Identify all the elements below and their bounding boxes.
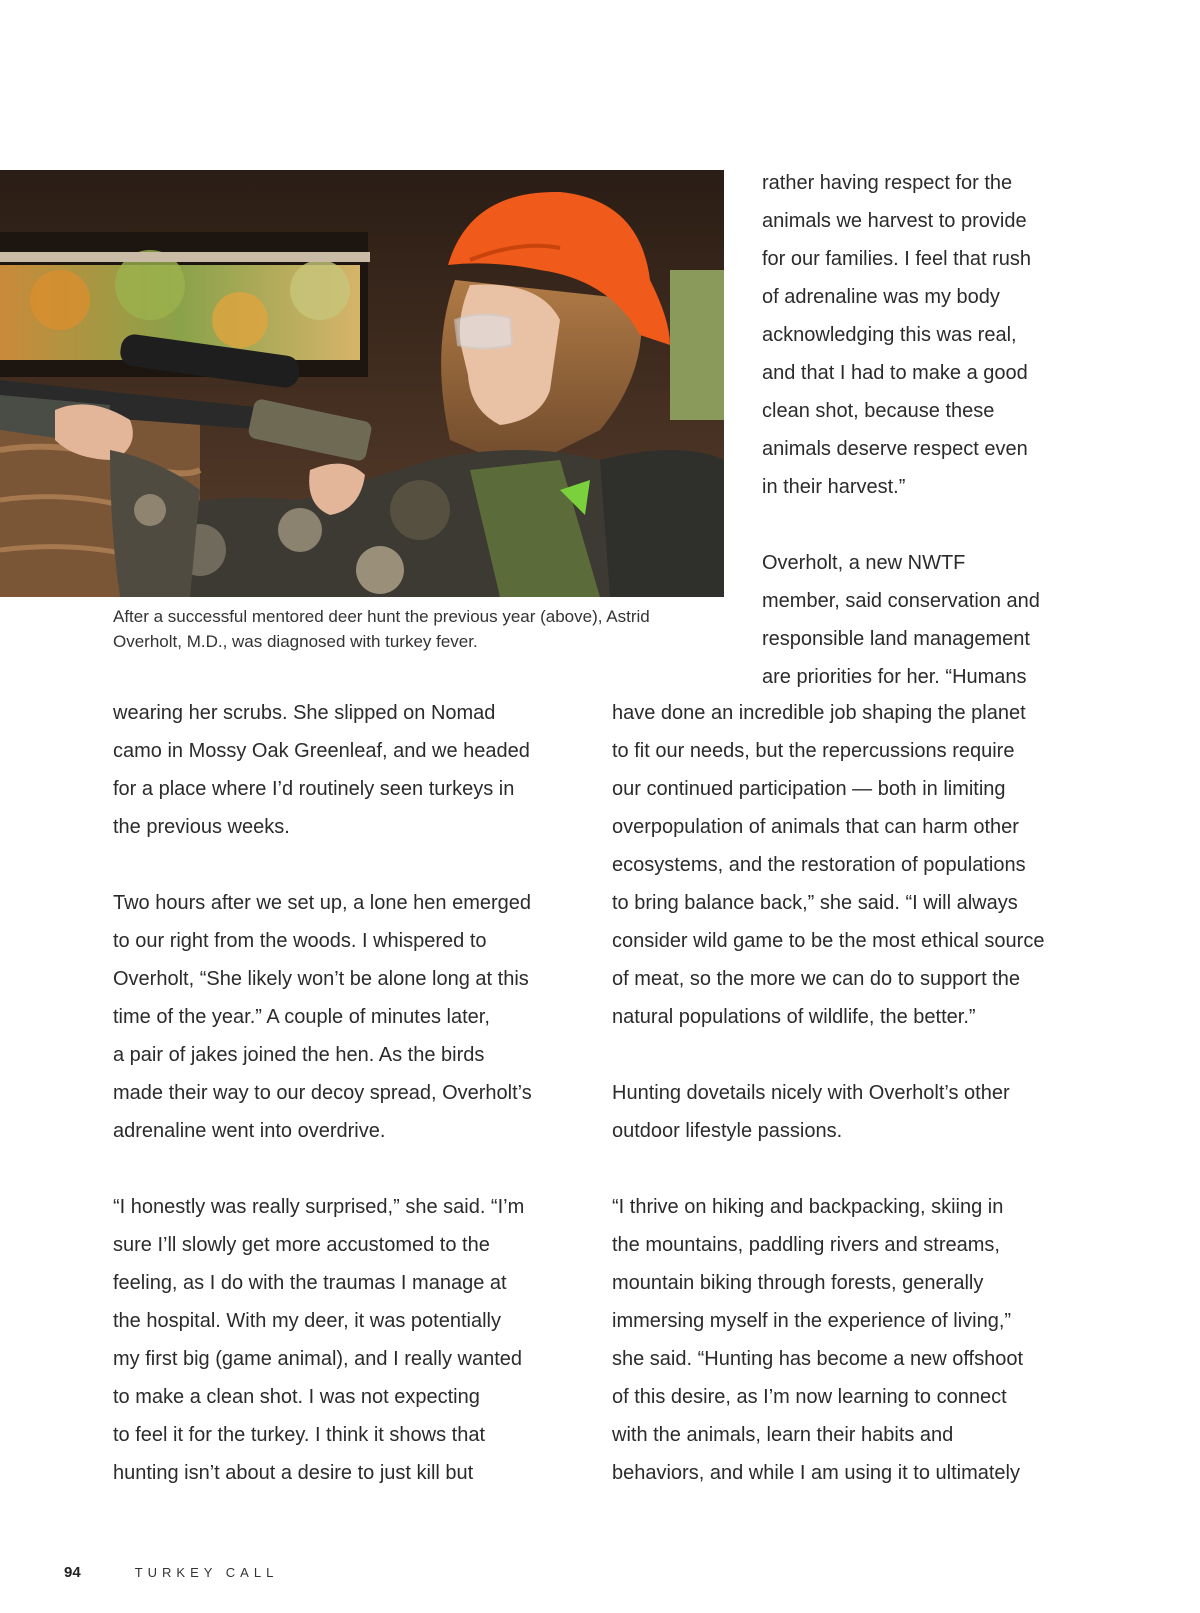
text-line: adrenaline went into overdrive.	[113, 1120, 386, 1142]
text-line: immersing myself in the experience of living,”	[612, 1310, 1012, 1332]
text-line: animals we harvest to provide	[762, 210, 1027, 232]
text-line: behaviors, and while I am using it to ultimately	[612, 1462, 1020, 1484]
text-line: to our right from the woods. I whispered to	[113, 930, 487, 952]
text-line: the hospital. With my deer, it was potentially	[113, 1310, 501, 1332]
text-line: to fit our needs, but the repercussions require	[612, 740, 1015, 762]
paragraph	[612, 694, 1044, 1492]
text-line: responsible land management	[762, 628, 1030, 650]
text-line: of meat, so the more we can do to support the	[612, 968, 1021, 990]
text-line: consider wild game to be the most ethical source	[612, 930, 1045, 952]
text-line: have done an incredible job shaping the planet	[612, 702, 1026, 724]
text-line: acknowledging this was real,	[762, 324, 1017, 346]
text-line: of this desire, as I’m now learning to connect	[612, 1386, 1007, 1408]
top-right-column	[762, 164, 1040, 696]
photo-caption	[113, 604, 713, 654]
text-line: mountain biking through forests, generally	[612, 1272, 984, 1294]
paragraph	[113, 694, 532, 1492]
caption-line: Overholt, M.D., was diagnosed with turkey fever.	[113, 632, 478, 651]
text-line: Two hours after we set up, a lone hen emerged	[113, 892, 532, 914]
text-line: to feel it for the turkey. I think it shows that	[113, 1424, 486, 1446]
text-line: of adrenaline was my body	[762, 286, 1000, 308]
page-number: 94	[64, 1564, 81, 1581]
hunter-photo	[0, 170, 724, 597]
text-line: our continued participation — both in limiting	[612, 778, 1006, 800]
text-line: member, said conservation and	[762, 590, 1040, 612]
text-line: with the animals, learn their habits and	[612, 1424, 954, 1446]
text-line: camo in Mossy Oak Greenleaf, and we headed	[113, 740, 530, 762]
text-line: clean shot, because these	[762, 400, 995, 422]
text-line: a pair of jakes joined the hen. As the birds	[113, 1044, 485, 1066]
text-line: the mountains, paddling rivers and streams,	[612, 1234, 1000, 1256]
text-line: for our families. I feel that rush	[762, 248, 1032, 270]
text-line: hunting isn’t about a desire to just kill but	[113, 1462, 474, 1484]
left-column	[113, 694, 532, 1492]
text-line: time of the year.” A couple of minutes later,	[113, 1006, 490, 1028]
page-footer	[64, 1564, 278, 1581]
text-line: overpopulation of animals that can harm other	[612, 816, 1019, 838]
text-line: the previous weeks.	[113, 816, 290, 838]
text-line: for a place where I’d routinely seen turkeys in	[113, 778, 515, 800]
text-line: are priorities for her. “Humans	[762, 666, 1027, 688]
text-line: to make a clean shot. I was not expecting	[113, 1386, 480, 1408]
text-line: Overholt, a new NWTF	[762, 552, 966, 574]
text-line: to bring balance back,” she said. “I will always	[612, 892, 1018, 914]
paragraph	[762, 164, 1040, 696]
text-line: “I thrive on hiking and backpacking, skiing in	[612, 1196, 1004, 1218]
text-line: feeling, as I do with the traumas I manage at	[113, 1272, 507, 1294]
text-line: rather having respect for the	[762, 172, 1013, 194]
text-line: and that I had to make a good	[762, 362, 1028, 384]
text-line: in their harvest.”	[762, 476, 906, 498]
text-line: made their way to our decoy spread, Overholt’s	[113, 1082, 532, 1104]
text-line: Overholt, “She likely won’t be alone long at this	[113, 968, 529, 990]
text-line: wearing her scrubs. She slipped on Nomad	[113, 702, 496, 724]
text-line: my first big (game animal), and I really wanted	[113, 1348, 523, 1370]
magazine-name: TURKEY CALL	[134, 1565, 279, 1580]
text-line: outdoor lifestyle passions.	[612, 1120, 843, 1142]
text-line: she said. “Hunting has become a new offshoot	[612, 1348, 1023, 1370]
text-line: animals deserve respect even	[762, 438, 1028, 460]
text-line: natural populations of wildlife, the better.”	[612, 1006, 976, 1028]
text-line: Hunting dovetails nicely with Overholt’s other	[612, 1082, 1010, 1104]
text-line: sure I’ll slowly get more accustomed to the	[113, 1234, 490, 1256]
text-line: “I honestly was really surprised,” she said. “I’m	[113, 1196, 525, 1218]
right-column	[612, 694, 1044, 1492]
text-line: ecosystems, and the restoration of populations	[612, 854, 1026, 876]
caption-line: After a successful mentored deer hunt the previous year (above), Astrid	[113, 607, 650, 626]
